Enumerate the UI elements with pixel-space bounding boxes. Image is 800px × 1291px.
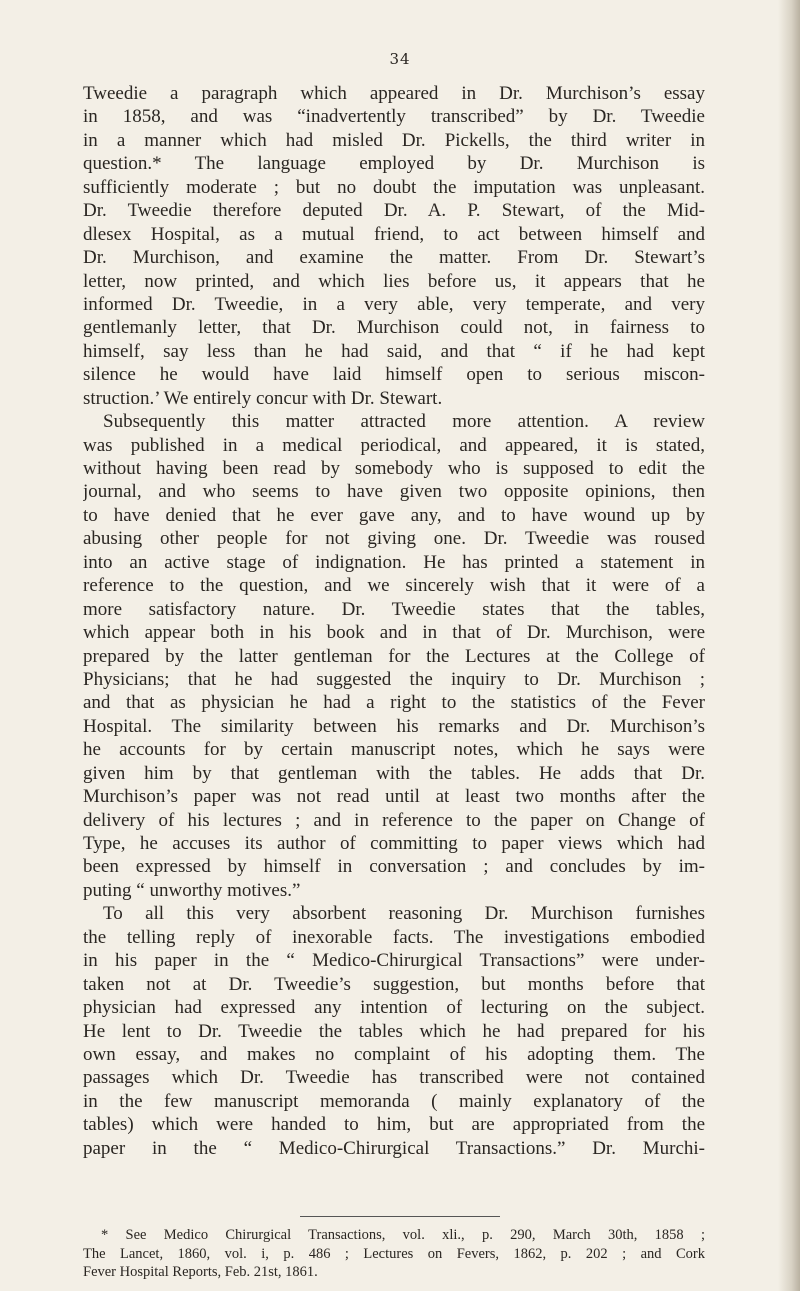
text-line: which appear both in his book and in that of Dr. Murchison, were — [83, 622, 705, 644]
text-line: To all this very absorbent reasoning Dr. Murchison furnishes — [103, 903, 705, 925]
text-line: in the few manuscript memoranda ( mainly explanatory of the — [83, 1090, 705, 1112]
text-line: informed Dr. Tweedie, in a very able, very temperate, and very — [83, 293, 705, 315]
footnote-divider — [300, 1216, 500, 1217]
text-line: physician had expressed any intention of lecturing on the subject. — [83, 997, 705, 1019]
text-line: prepared by the latter gentleman for the Lectures at the College of — [83, 645, 705, 667]
text-line: journal, and who seems to have given two opposite opinions, then — [83, 481, 705, 503]
body-text — [83, 82, 705, 1160]
text-line: He lent to Dr. Tweedie the tables which he had prepared for his — [83, 1020, 705, 1042]
text-line: passages which Dr. Tweedie has transcribed were not contained — [83, 1067, 705, 1089]
text-line: Subsequently this matter attracted more attention. A review — [103, 411, 705, 433]
page-edge-shadow — [778, 0, 800, 1291]
text-line: sufficiently moderate ; but no doubt the imputation was unpleasant. — [83, 176, 705, 198]
text-line: given him by that gentleman with the tables. He adds that Dr. — [83, 762, 705, 784]
text-line: reference to the question, and we sincerely wish that it were of a — [83, 575, 705, 597]
text-line: in his paper in the “ Medico-Chirurgical Transactions” were under- — [83, 950, 705, 972]
text-line: Physicians; that he had suggested the inquiry to Dr. Murchison ; — [83, 668, 705, 690]
page-number: 34 — [389, 50, 411, 68]
text-line: dlesex Hospital, as a mutual friend, to act between himself and — [83, 223, 705, 245]
text-line: puting “ unworthy motives.” — [83, 879, 301, 901]
text-line: abusing other people for not giving one. Dr. Tweedie was roused — [83, 528, 705, 550]
text-line: letter, now printed, and which lies before us, it appears that he — [83, 270, 705, 292]
text-line: the telling reply of inexorable facts. The investigations embodied — [83, 926, 705, 948]
text-line: delivery of his lectures ; and in reference to the paper on Change of — [83, 809, 705, 831]
text-line: more satisfactory nature. Dr. Tweedie states that the tables, — [83, 598, 705, 620]
text-line: without having been read by somebody who is supposed to edit the — [83, 458, 705, 479]
text-line: struction.’ We entirely concur with Dr. Stewart. — [83, 387, 443, 409]
text-line: was published in a medical periodical, and appeared, it is stated, — [83, 434, 705, 456]
text-line: Dr. Murchison, and examine the matter. From Dr. Stewart’s — [83, 247, 705, 269]
text-line: he accounts for by certain manuscript notes, which he says were — [83, 739, 705, 761]
footnote-line: * See Medico Chirurgical Transactions, vol. xli., p. 290, March 30th, 1858 ; — [101, 1227, 705, 1243]
text-line: Hospital. The similarity between his remarks and Dr. Murchison’s — [83, 715, 705, 737]
text-line: gentlemanly letter, that Dr. Murchison could not, in fairness to — [83, 317, 705, 339]
text-line: question.* The language employed by Dr. Murchison is — [83, 153, 705, 175]
footnote — [83, 1226, 705, 1282]
text-line: been expressed by himself in conversation ; and concludes by im- — [83, 856, 705, 878]
text-line: and that as physician he had a right to the statistics of the Fever — [83, 692, 705, 714]
text-line: to have denied that he ever gave any, and to have wound up by — [83, 504, 705, 526]
text-line: tables) which were handed to him, but are appropriated from the — [83, 1114, 705, 1136]
text-line: taken not at Dr. Tweedie’s suggestion, but months before that — [83, 973, 705, 995]
footnote-line: The Lancet, 1860, vol. i, p. 486 ; Lectures on Fevers, 1862, p. 202 ; and Cork — [83, 1245, 705, 1262]
text-line: into an active stage of indignation. He has printed a statement in — [83, 551, 705, 573]
text-line: in a manner which had misled Dr. Pickells, the third writer in — [83, 129, 705, 151]
text-line: in 1858, and was “inadvertently transcribed” by Dr. Tweedie — [83, 106, 705, 128]
text-line: himself, say less than he had said, and that “ if he had kept — [83, 340, 705, 362]
text-line: Type, he accuses its author of committing to paper views which had — [83, 833, 705, 854]
text-line: paper in the “ Medico-Chirurgical Transactions.” Dr. Murchi- — [83, 1137, 705, 1159]
footnote-line: Fever Hospital Reports, Feb. 21st, 1861. — [83, 1264, 318, 1280]
text-line: own essay, and makes no complaint of his adopting them. The — [83, 1043, 705, 1065]
text-line: Tweedie a paragraph which appeared in Dr. Murchison’s essay — [83, 83, 705, 104]
text-line: silence he would have laid himself open to serious miscon- — [83, 364, 705, 386]
text-line: Dr. Tweedie therefore deputed Dr. A. P. Stewart, of the Mid- — [83, 200, 705, 222]
text-line: Murchison’s paper was not read until at least two months after the — [83, 786, 705, 808]
